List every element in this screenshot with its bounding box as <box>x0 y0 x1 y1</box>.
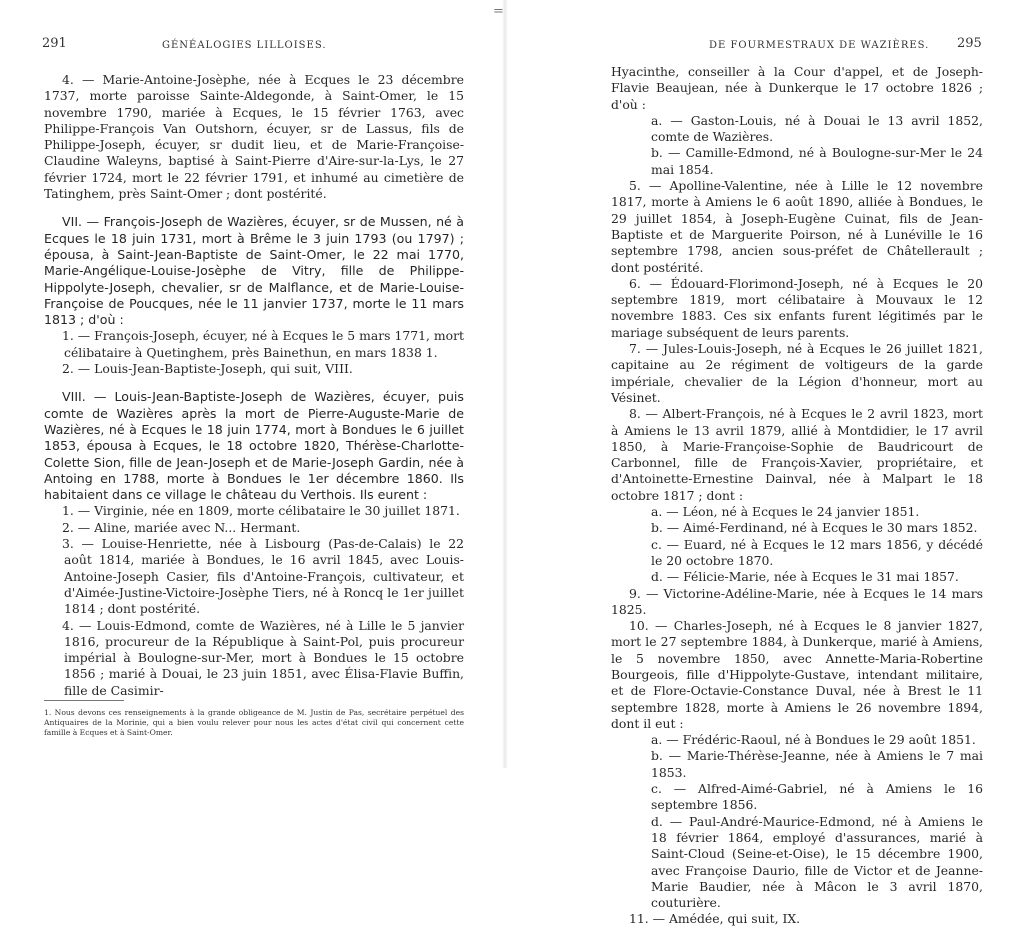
list-item: c. — Alfred-Aimé-Gabriel, né à Amiens le 16 septembre 1856. <box>651 781 983 813</box>
page-body <box>611 64 983 928</box>
list-item: 1. — Virginie, née en 1809, morte célibataire le 30 juillet 1871. <box>62 503 460 519</box>
list-item: 2. — Aline, mariée avec N... Hermant. <box>62 519 301 535</box>
list-item: a. — Gaston-Louis, né à Douai le 13 avril 1852, comte de Wazières. <box>651 112 983 145</box>
running-head: GÉNÉALOGIES LILLOISES. <box>162 40 327 51</box>
paragraph: Hyacinthe, conseiller à la Cour d'appel, et de Joseph-Flavie Beaujean, née à Dunkerque le 17 octobre 1826 ; d'où : <box>611 64 983 112</box>
list-item: 7. — Jules-Louis-Joseph, né à Ecques le 26 juillet 1821, capitaine au 2e régiment de voltigeurs de la garde impériale, chevalier de la Légion d'honneur, mort au Vésinet. <box>611 341 983 405</box>
list-item: 10. — Charles-Joseph, né à Ecques le 8 janvier 1827, mort le 27 septembre 1884, à Dunkerque, marié à Amiens, le 5 novembre 1850, avec Annette-Maria-Robertine Bourgeois, fille d'Hippolyte-Gustave, intendant militaire, et de Flore-Octavie-Constance Duval, née à Brest le 11 septembre 1828, morte à Amiens le 26 novembre 1894, dont il eut : <box>611 618 983 731</box>
list-item: c. — Euard, né à Ecques le 12 mars 1856, y décédé le 20 octobre 1870. <box>651 536 983 568</box>
list-item: 2. — Louis-Jean-Baptiste-Joseph, qui suit, VIII. <box>62 361 353 377</box>
section-paragraph: VII. — François-Joseph de Wazières, écuyer, sr de Mussen, né à Ecques le 18 juin 1731, mort à Brême le 3 juin 1793 (ou 1797) ; épousa, à Saint-Jean-Baptiste de Saint-Omer, le 22 mai 1770, Marie-Angélique-Louise-Josèphe de Vitry, fille de Philippe-Hippolyte-Joseph, chevalier, sr de Malflance, et de Marie-Louise-Françoise de Poucques, née le 11 janvier 1737, morte le 11 mars 1813 ; d'où : <box>44 214 464 328</box>
gutter-mark: = <box>493 4 504 19</box>
page-body <box>44 72 464 699</box>
footnote-divider <box>44 700 124 701</box>
list-item: 3. — Louise-Henriette, née à Lisbourg (Pas-de-Calais) le 22 août 1814, mariée à Bondues, le 16 avril 1845, avec Louis-Antoine-Joseph Casier, fils d'Antoine-François, cultivateur, et d'Aimée-Justine-Victoire-Josèphe Tiers, né à Roncq le 1er juillet 1814 ; dont postérité. <box>62 536 464 617</box>
list-item: 6. — Édouard-Florimond-Joseph, né à Ecques le 20 septembre 1819, mort célibataire à Mouvaux le 12 novembre 1883. Ces six enfants furent légitimés par le mariage subséquent de leurs parents. <box>611 275 983 340</box>
right-page <box>509 0 1014 927</box>
list-item: d. — Félicie-Marie, née à Ecques le 31 mai 1857. <box>651 569 959 585</box>
list-item: a. — Léon, né à Ecques le 24 janvier 1851. <box>651 504 920 520</box>
page-number: 295 <box>957 36 982 51</box>
list-item: 5. — Apolline-Valentine, née à Lille le 12 novembre 1817, morte à Amiens le 6 août 1890, alliée à Bondues, le 29 juillet 1854, à Joseph-Eugène Cuinat, fils de Jean-Baptiste et de Marguerite Poirson, né à Lunéville le 16 septembre 1798, ancien sous-préfet de Châtellerault ; dont postérité. <box>611 178 983 275</box>
list-item: 8. — Albert-François, né à Ecques le 2 avril 1823, mort à Amiens le 13 avril 1879, allié à Montdidier, le 17 avril 1850, à Marie-Françoise-Sophie de Baudricourt de Carbonnel, fille de François-Xavier, propriétaire, et d'Antoinette-Ernestine Dainval, née à Malpart le 18 octobre 1817 ; dont : <box>611 406 983 503</box>
paragraph: 4. — Marie-Antoine-Josèphe, née à Ecques le 23 décembre 1737, morte paroisse Sainte-Aldegonde, à Saint-Omer, le 15 novembre 1790, mariée à Ecques, le 15 février 1763, avec Philippe-François Van Outshorn, écuyer, sr de Lassus, fils de Philippe-Joseph, écuyer, sr dudit lieu, et de Marie-Françoise-Claudine Waleyns, baptisé à Saint-Pierre d'Aire-sur-la-Lys, le 27 février 1724, mort le 22 février 1791, et inhumé au cimetière de Tatinghem, près Saint-Omer ; dont postérité. <box>44 72 464 202</box>
left-page <box>0 0 505 768</box>
list-item: 11. — Amédée, qui suit, IX. <box>629 911 801 927</box>
list-item: b. — Marie-Thérèse-Jeanne, née à Amiens le 7 mai 1853. <box>651 748 983 780</box>
list-item: b. — Camille-Edmond, né à Boulogne-sur-Mer le 24 mai 1854. <box>651 145 983 177</box>
book-gutter <box>502 0 508 768</box>
list-item: b. — Aimé-Ferdinand, né à Ecques le 30 mars 1852. <box>651 520 978 536</box>
list-item: 4. — Louis-Edmond, comte de Wazières, né à Lille le 5 janvier 1816, procureur de la République à Saint-Pol, puis procureur impérial à Boulogne-sur-Mer, mort à Bondues le 15 octobre 1856 ; marié à Douai, le 23 juin 1851, avec Élisa-Flavie Buffin, fille de Casimir- <box>62 617 464 698</box>
list-item: a. — Frédéric-Raoul, né à Bondues le 29 août 1851. <box>651 732 976 748</box>
list-item: d. — Paul-André-Maurice-Edmond, né à Amiens le 18 février 1864, employé d'assurances, marié à Saint-Cloud (Seine-et-Oise), le 15 décembre 1900, avec Françoise Daurio, fille de Victor et de Jeanne-Marie Baudier, née à Mâcon le 3 avril 1870, couturière. <box>651 813 983 911</box>
list-item: 9. — Victorine-Adéline-Marie, née à Ecques le 14 mars 1825. <box>611 585 983 617</box>
page-number: 291 <box>42 36 67 51</box>
list-item: 1. — François-Joseph, écuyer, né à Ecques le 5 mars 1771, mort célibataire à Quetinghem, près Bainethun, en mars 1838 1. <box>62 328 464 360</box>
footnote: 1. Nous devons ces renseignements à la grande obligeance de M. Justin de Pas, secrétaire perpétuel des Antiquaires de la Morinie, qui a bien voulu relever pour nous les actes d'état civil qui concernent cette famille à Ecques et à Saint-Omer. <box>44 708 464 738</box>
running-head: DE FOURMESTRAUX DE WAZIÈRES. <box>709 40 930 51</box>
section-paragraph: VIII. — Louis-Jean-Baptiste-Joseph de Wazières, écuyer, puis comte de Wazières après la mort de Pierre-Auguste-Marie de Wazières, né à Ecques le 18 juin 1774, mort à Bondues le 6 juillet 1853, épousa à Ecques, le 18 octobre 1820, Thérèse-Charlotte-Colette Sion, fille de Jean-Joseph et de Marie-Joseph Gardin, née à Antoing en 1788, morte à Bondues le 1er décembre 1860. Ils habitaient dans ce village le château du Verthois. Ils eurent : <box>44 389 464 503</box>
